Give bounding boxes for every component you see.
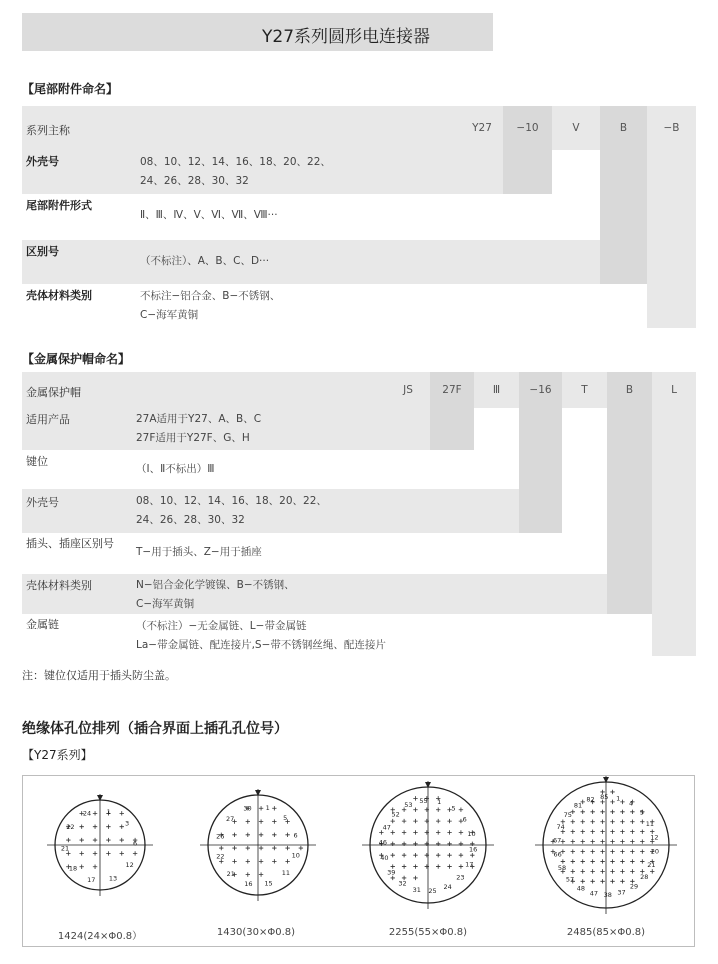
pin-contact (120, 851, 124, 855)
pin-contact (272, 846, 276, 850)
pin-contact (413, 853, 417, 857)
pin-contact (571, 859, 575, 863)
pin-number-label: 75 (563, 811, 572, 820)
pin-number-label: 16 (468, 845, 478, 854)
pin-contact (600, 810, 604, 814)
pin-contact (436, 830, 440, 834)
pin-contact (413, 876, 417, 880)
pin-contact (120, 825, 124, 829)
s1-code-4: −B (663, 122, 680, 134)
pin-contact (581, 839, 585, 843)
pin-number-label: 18 (68, 864, 78, 873)
pin-contact (581, 879, 585, 883)
pin-contact (391, 819, 395, 823)
pin-number-label: 5 (283, 814, 288, 823)
pin-number-label: 10 (291, 851, 300, 860)
pin-contact (571, 820, 575, 824)
pin-contact (246, 819, 250, 823)
pin-contact (106, 838, 110, 842)
pin-contact (470, 853, 474, 857)
s1-code-0: Y27 (472, 122, 492, 134)
pin-number-label: 24 (82, 809, 92, 818)
pin-contact (630, 829, 634, 833)
insulator-diagrams (22, 775, 695, 947)
pin-contact (459, 864, 463, 868)
page-title: Y27系列圆形电连接器 (262, 27, 431, 47)
pin-contact (630, 810, 634, 814)
pin-contact (561, 859, 565, 863)
pin-contact (610, 849, 614, 853)
pin-contact (620, 820, 624, 824)
insulator-heading: 绝缘体孔位排列（插合界面上插孔孔位号） (22, 721, 288, 737)
pin-contact (459, 853, 463, 857)
pin-contact (590, 810, 594, 814)
pin-contact (120, 811, 124, 815)
pin-contact (447, 830, 451, 834)
pin-contact (259, 859, 263, 863)
pin-number-label: 66 (553, 850, 562, 859)
pin-contact (610, 820, 614, 824)
s2-material-line1: N−铝合金化学镀镍、B−不锈钢、 (136, 579, 295, 591)
pin-contact (630, 869, 634, 873)
pin-number-label: 52 (391, 810, 400, 819)
pin-contact (581, 810, 585, 814)
s1-code-2: V (572, 122, 580, 134)
pin-number-label: 30 (243, 804, 252, 813)
caption-2485: 2485(85×Φ0.8) (566, 927, 646, 938)
caption-1424: 1424(24×Φ0.8） (57, 931, 143, 942)
pin-contact (413, 830, 417, 834)
s1-material-line1: 不标注−铝合金、B−不锈钢、 (140, 290, 281, 302)
pin-contact (447, 864, 451, 868)
s1-label-material: 壳体材料类别 (26, 289, 92, 302)
s2-material-line2: C−海军黄铜 (136, 598, 195, 610)
s1-code-3: B (619, 122, 628, 134)
pin-contact (259, 806, 263, 810)
pin-number-label: 22 (216, 852, 225, 861)
pin-contact (413, 796, 417, 800)
pin-contact (285, 859, 289, 863)
pin-contact (285, 833, 289, 837)
pin-number-label: 22 (66, 823, 75, 832)
s1-label-accessory: 尾部附件形式 (26, 199, 92, 212)
s2-label-cap: 金属保护帽 (26, 386, 81, 399)
pin-contact (571, 839, 575, 843)
pin-contact (610, 879, 614, 883)
insulator-subheading: 【Y27系列】 (22, 748, 93, 762)
pin-contact (571, 849, 575, 853)
pin-number-label: 17 (465, 860, 474, 869)
pin-contact (620, 859, 624, 863)
s2-code-6: L (671, 384, 677, 396)
pin-number-label: 47 (589, 889, 598, 898)
pin-contact (246, 872, 250, 876)
pin-number-label: 1 (265, 804, 270, 813)
pin-contact (391, 830, 395, 834)
pin-contact (600, 869, 604, 873)
pin-contact (581, 829, 585, 833)
s2-code-1: 27F (442, 384, 462, 396)
s2-col-16 (519, 372, 562, 533)
pin-contact (640, 859, 644, 863)
pin-number-label: 26 (216, 832, 225, 841)
pin-contact (402, 819, 406, 823)
pin-contact (590, 820, 594, 824)
s2-shell-line1: 08、10、12、14、16、18、20、22、 (136, 495, 327, 507)
s1-material-line2: C−海军黄铜 (140, 309, 199, 321)
pin-contact (600, 849, 604, 853)
pin-contact (232, 859, 236, 863)
pin-number-label: 29 (629, 882, 639, 891)
s2-plug-line1: T−用于插头、Z−用于插座 (136, 546, 262, 558)
pin-number-label: 21 (226, 869, 235, 878)
layout-2 (200, 789, 316, 901)
pin-number-label: 48 (576, 884, 586, 893)
pin-contact (259, 819, 263, 823)
s2-code-0: JS (403, 384, 413, 396)
pin-number-label: 74 (556, 823, 565, 832)
pin-contact (299, 846, 303, 850)
section1-heading: 【尾部附件命名】 (22, 82, 119, 96)
pin-contact (610, 810, 614, 814)
pin-number-label: 10 (467, 829, 476, 838)
pin-contact (120, 838, 124, 842)
s2-product-line1: 27A适用于Y27、A、B、C (136, 413, 262, 425)
pin-contact (610, 829, 614, 833)
pin-contact (106, 825, 110, 829)
pin-contact (610, 869, 614, 873)
pin-contact (93, 838, 97, 842)
pin-contact (93, 811, 97, 815)
pin-contact (413, 864, 417, 868)
s1-col-bb (647, 106, 696, 328)
pin-contact (590, 859, 594, 863)
pin-contact (93, 825, 97, 829)
layout-1 (47, 794, 153, 896)
pin-contact (581, 869, 585, 873)
s2-code-3: −16 (529, 384, 552, 396)
s2-col-l (652, 372, 696, 656)
s2-key-line1: （Ⅰ、Ⅱ不标出）Ⅲ (136, 463, 215, 475)
pin-number-label: 23 (456, 873, 465, 882)
pin-contact (272, 819, 276, 823)
pin-number-label: 28 (640, 872, 649, 881)
pin-number-label: 81 (573, 801, 583, 810)
pin-contact (610, 800, 614, 804)
pin-contact (610, 859, 614, 863)
pin-number-label: 25 (428, 887, 437, 896)
pin-contact (80, 865, 84, 869)
pin-number-label: 37 (617, 888, 626, 897)
pin-number-label: 85 (600, 792, 609, 801)
pin-number-label: 17 (87, 876, 96, 885)
pin-number-label: 1 (106, 807, 111, 816)
pin-number-label: 5 (451, 804, 456, 813)
pin-contact (272, 806, 276, 810)
pin-contact (93, 865, 97, 869)
pin-contact (272, 859, 276, 863)
pin-contact (620, 849, 624, 853)
pin-number-label: 67 (553, 836, 562, 845)
s1-shell-line1: 08、10、12、14、16、18、20、22、 (140, 156, 331, 168)
pin-number-label: 39 (387, 868, 396, 877)
pin-number-label: 6 (132, 839, 138, 848)
pin-contact (600, 829, 604, 833)
pin-number-label: 11 (645, 820, 655, 829)
s2-chain-line2: La−带金属链、配连接片,S−带不锈钢丝绳、配连接片 (136, 639, 386, 651)
pin-contact (436, 864, 440, 868)
pin-number-label: 27 (225, 814, 235, 823)
s2-label-key: 键位 (26, 455, 48, 468)
s2-label-plug: 插头、插座区别号 (26, 537, 114, 550)
pin-contact (581, 859, 585, 863)
pin-contact (600, 839, 604, 843)
s2-product-line2: 27F适用于Y27F、G、H (136, 432, 250, 444)
pin-contact (402, 853, 406, 857)
pin-number-label: 47 (382, 823, 391, 832)
pin-number-label: 21 (647, 860, 656, 869)
pin-number-label: 6 (462, 815, 467, 824)
pin-contact (391, 853, 395, 857)
footnote: 注：键位仅适用于插头防尘盖。 (22, 669, 176, 682)
pin-number-label: 6 (293, 831, 298, 840)
pin-number-label: 4 (629, 799, 634, 808)
pin-contact (80, 838, 84, 842)
pin-number-label: 53 (404, 801, 413, 810)
pin-contact (106, 851, 110, 855)
pin-number-label: 46 (378, 838, 388, 847)
pin-contact (133, 851, 137, 855)
s1-label-series: 系列主称 (26, 124, 70, 137)
s2-code-2: Ⅲ (492, 384, 501, 396)
pin-number-label: 57 (565, 875, 575, 884)
pin-number-label: 32 (398, 879, 407, 888)
layout-4 (535, 776, 677, 914)
pin-contact (630, 839, 634, 843)
pin-contact (246, 846, 250, 850)
pin-contact (620, 829, 624, 833)
s2-label-chain: 金属链 (26, 618, 59, 631)
pin-contact (620, 800, 624, 804)
pin-contact (630, 849, 634, 853)
pin-contact (620, 839, 624, 843)
pin-contact (630, 859, 634, 863)
pin-contact (232, 846, 236, 850)
pin-contact (571, 829, 575, 833)
pin-number-label: 12 (650, 833, 659, 842)
pin-contact (232, 833, 236, 837)
s1-accessory-line1: Ⅱ、Ⅲ、Ⅳ、Ⅴ、Ⅵ、Ⅶ、Ⅷ··· (140, 209, 278, 221)
pin-contact (590, 879, 594, 883)
pin-number-label: 5 (639, 808, 645, 817)
pin-contact (600, 859, 604, 863)
pin-contact (590, 849, 594, 853)
s2-chain-line1: （不标注）−无金属链、L−带金属链 (136, 620, 307, 632)
pin-contact (402, 864, 406, 868)
pin-contact (581, 849, 585, 853)
pin-number-label: 40 (380, 854, 389, 863)
pin-contact (459, 808, 463, 812)
pin-contact (640, 829, 644, 833)
pin-number-label: 31 (412, 885, 421, 894)
pin-number-label: 15 (264, 879, 273, 888)
pin-contact (571, 869, 575, 873)
pin-contact (259, 833, 263, 837)
s2-label-material: 壳体材料类别 (26, 579, 92, 592)
pin-contact (219, 846, 223, 850)
s2-label-product: 适用产品 (26, 413, 70, 426)
pin-number-label: 21 (60, 844, 70, 853)
pin-number-label: 38 (603, 891, 612, 900)
pin-contact (640, 839, 644, 843)
s2-band-5 (22, 574, 652, 614)
s2-code-5: B (625, 384, 634, 396)
caption-2255: 2255(55×Φ0.8) (388, 927, 468, 938)
pin-number-label: 12 (125, 860, 134, 869)
pin-contact (80, 825, 84, 829)
pin-contact (93, 851, 97, 855)
layout-3 (362, 781, 494, 909)
pin-contact (413, 819, 417, 823)
pin-contact (610, 790, 614, 794)
pin-contact (436, 819, 440, 823)
pin-contact (620, 810, 624, 814)
s1-code-1: −10 (516, 122, 539, 134)
s1-shell-line2: 24、26、28、30、32 (140, 175, 249, 187)
section2-heading: 【金属保护帽命名】 (22, 352, 131, 366)
pin-contact (610, 839, 614, 843)
pin-number-label: 11 (281, 869, 291, 878)
pin-contact (259, 872, 263, 876)
pin-contact (600, 879, 604, 883)
s1-col-10 (503, 106, 552, 194)
s1-label-distinguish: 区别号 (26, 245, 59, 258)
pin-contact (80, 851, 84, 855)
pin-number-label: 24 (443, 882, 452, 891)
pin-number-label: 20 (650, 847, 659, 856)
pin-contact (66, 838, 70, 842)
pin-contact (391, 876, 395, 880)
pin-number-label: 16 (244, 879, 253, 888)
pin-contact (436, 853, 440, 857)
s2-shell-line2: 24、26、28、30、32 (136, 514, 245, 526)
pin-contact (620, 879, 624, 883)
s1-band-3 (22, 240, 647, 284)
s2-label-shell: 外壳号 (26, 496, 59, 509)
pin-contact (459, 830, 463, 834)
s1-label-shell: 外壳号 (26, 155, 59, 168)
pin-contact (600, 820, 604, 824)
pin-contact (590, 869, 594, 873)
pin-number-label: 55 (419, 796, 428, 805)
pin-contact (640, 820, 644, 824)
pin-contact (413, 808, 417, 812)
pin-contact (259, 846, 263, 850)
pin-contact (561, 839, 565, 843)
pin-contact (447, 819, 451, 823)
pin-contact (272, 833, 276, 837)
s2-col-b (607, 372, 652, 614)
pin-contact (640, 849, 644, 853)
pin-contact (246, 859, 250, 863)
pin-contact (436, 808, 440, 812)
pin-number-label: 3 (124, 819, 130, 828)
pin-contact (620, 869, 624, 873)
pin-contact (402, 830, 406, 834)
pin-contact (590, 829, 594, 833)
pin-contact (447, 853, 451, 857)
pin-number-label: 82 (586, 795, 595, 804)
pin-contact (285, 846, 289, 850)
pin-number-label: 1 (437, 798, 442, 807)
pin-contact (650, 869, 654, 873)
pin-number-label: 58 (557, 863, 567, 872)
caption-1430: 1430(30×Φ0.8) (216, 927, 296, 938)
s1-distinguish-line1: （不标注）、A、B、C、D··· (140, 255, 270, 267)
pin-number-label: 13 (108, 874, 118, 883)
pin-contact (590, 839, 594, 843)
pin-contact (246, 833, 250, 837)
pin-number-label: 1 (616, 794, 621, 803)
s2-code-4: T (581, 384, 588, 396)
pin-contact (581, 820, 585, 824)
pin-contact (630, 820, 634, 824)
